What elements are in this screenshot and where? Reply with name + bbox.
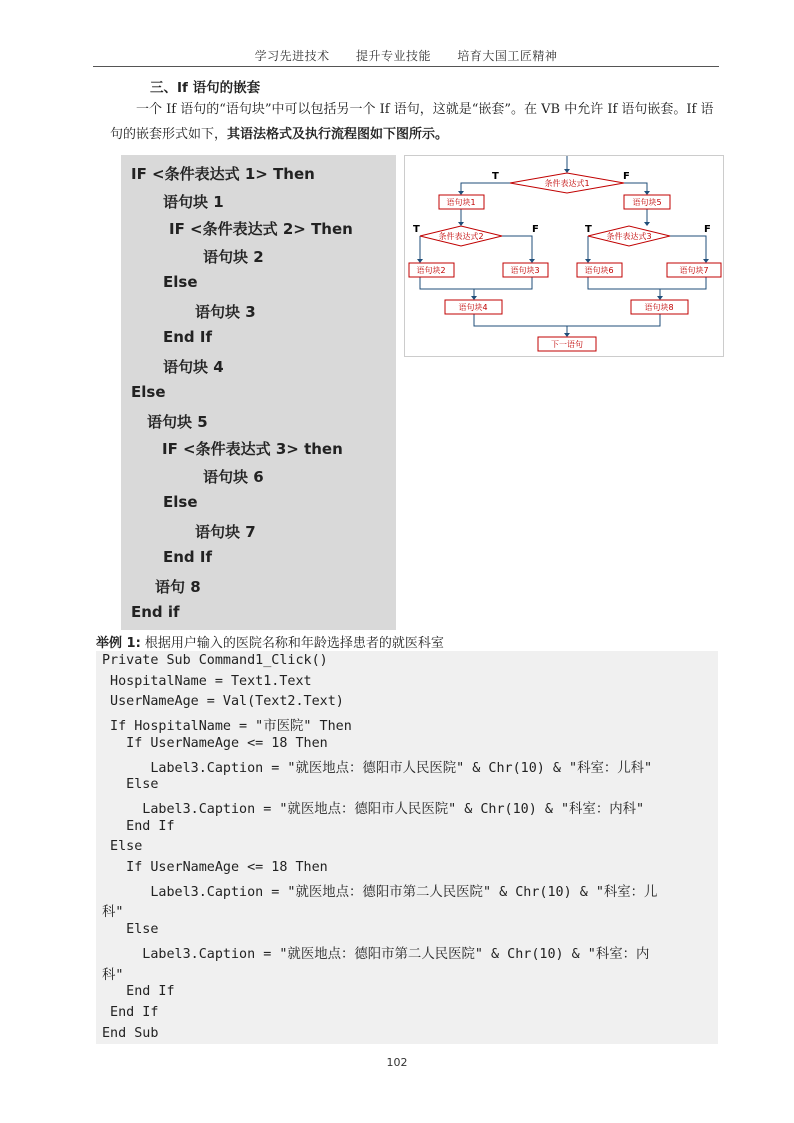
block-7-label: 语句块7 (679, 266, 709, 275)
syntax-line: 语句块 2 (203, 248, 264, 266)
code-line: If UserNameAge <= 18 Then (102, 735, 328, 751)
code-line: Label3.Caption = "就医地点：德阳市第二人民医院" & Chr(10) & "科室：儿 (102, 884, 658, 900)
intro-paragraph (110, 97, 720, 147)
true-label: T (585, 224, 592, 235)
false-label: F (623, 171, 630, 182)
example-label: 举例 1: (96, 636, 141, 651)
syntax-line: Else (163, 273, 198, 291)
syntax-line: End If (163, 548, 212, 566)
false-label: F (704, 224, 711, 235)
code-line: If HospitalName = "市医院" Then (102, 719, 352, 735)
code-line: 科" (102, 905, 124, 921)
true-label: T (413, 224, 420, 235)
block-6-label: 语句块6 (584, 266, 614, 275)
block-4-label: 语句块4 (458, 303, 488, 312)
syntax-line: End if (131, 603, 180, 621)
code-line: End If (102, 818, 175, 834)
code-block (96, 651, 718, 1044)
syntax-line: 语句块 1 (163, 193, 224, 211)
flowchart (404, 155, 724, 357)
syntax-line: End If (163, 328, 212, 346)
syntax-line: IF <条件表达式 2> Then (169, 220, 353, 238)
code-line: Private Sub Command1_Click() (102, 653, 328, 668)
condition-3-label: 条件表达式3 (606, 232, 652, 241)
flowchart-svg (405, 156, 723, 356)
block-3-label: 语句块3 (510, 266, 540, 275)
header-item: 培育大国工匠精神 (457, 49, 558, 63)
syntax-line: Else (163, 493, 198, 511)
next-statement-label: 下一语句 (551, 340, 583, 349)
syntax-line: Else (131, 383, 166, 401)
syntax-line: IF <条件表达式 3> then (162, 440, 343, 458)
code-line: Else (102, 922, 159, 938)
syntax-line: IF <条件表达式 1> Then (131, 165, 315, 183)
syntax-line: 语句 8 (155, 578, 201, 596)
code-line: HospitalName = Text1.Text (102, 673, 312, 689)
syntax-line: 语句块 5 (147, 413, 208, 431)
intro-bold-text: 其语法格式及执行流程图如下图所示。 (227, 127, 449, 142)
condition-1-label: 条件表达式1 (544, 179, 590, 188)
true-label: T (492, 171, 499, 182)
code-line: End Sub (102, 1025, 159, 1041)
block-2-label: 语句块2 (416, 266, 446, 275)
condition-2-label: 条件表达式2 (438, 232, 484, 241)
example-heading (96, 632, 444, 651)
section-title: 三、If 语句的嵌套 (150, 80, 261, 96)
code-line: End If (102, 1004, 159, 1020)
false-label: F (532, 224, 539, 235)
code-line: If UserNameAge <= 18 Then (102, 860, 328, 875)
syntax-line: 语句块 3 (195, 303, 256, 321)
block-8-label: 语句块8 (644, 303, 674, 312)
syntax-line: 语句块 6 (203, 468, 264, 486)
code-line: UserNameAge = Val(Text2.Text) (102, 694, 344, 710)
header-item: 提升专业技能 (355, 49, 431, 63)
page-header (93, 47, 719, 64)
code-line: Else (102, 777, 159, 793)
intro-text: 一个 If 语句的“语句块”中可以包括另一个 If 语句，这就是“嵌套”。在 VB 中允许 If 语句嵌套。If 语句的嵌套形式如下， (110, 102, 714, 142)
code-line: Else (102, 839, 143, 855)
code-line: End If (102, 984, 175, 1000)
header-item: 学习先进技术 (254, 49, 330, 63)
header-divider (93, 66, 719, 67)
syntax-line: 语句块 7 (195, 523, 256, 541)
code-line: Label3.Caption = "就医地点：德阳市第二人民医院" & Chr(10) & "科室：内 (102, 946, 650, 962)
code-line: 科" (102, 967, 124, 983)
flowchart-blocks (409, 195, 721, 351)
block-5-label: 语句块5 (632, 198, 662, 207)
code-line: Label3.Caption = "就医地点：德阳市人民医院" & Chr(10) & "科室：内科" (102, 801, 645, 817)
code-line: Label3.Caption = "就医地点：德阳市人民医院" & Chr(10) & "科室：儿科" (102, 760, 653, 776)
syntax-box (121, 155, 396, 630)
page-number: 102 (386, 1056, 408, 1069)
block-1-label: 语句块1 (446, 198, 476, 207)
example-description: 根据用户输入的医院名称和年龄选择患者的就医科室 (144, 636, 444, 651)
syntax-line: 语句块 4 (163, 358, 224, 376)
